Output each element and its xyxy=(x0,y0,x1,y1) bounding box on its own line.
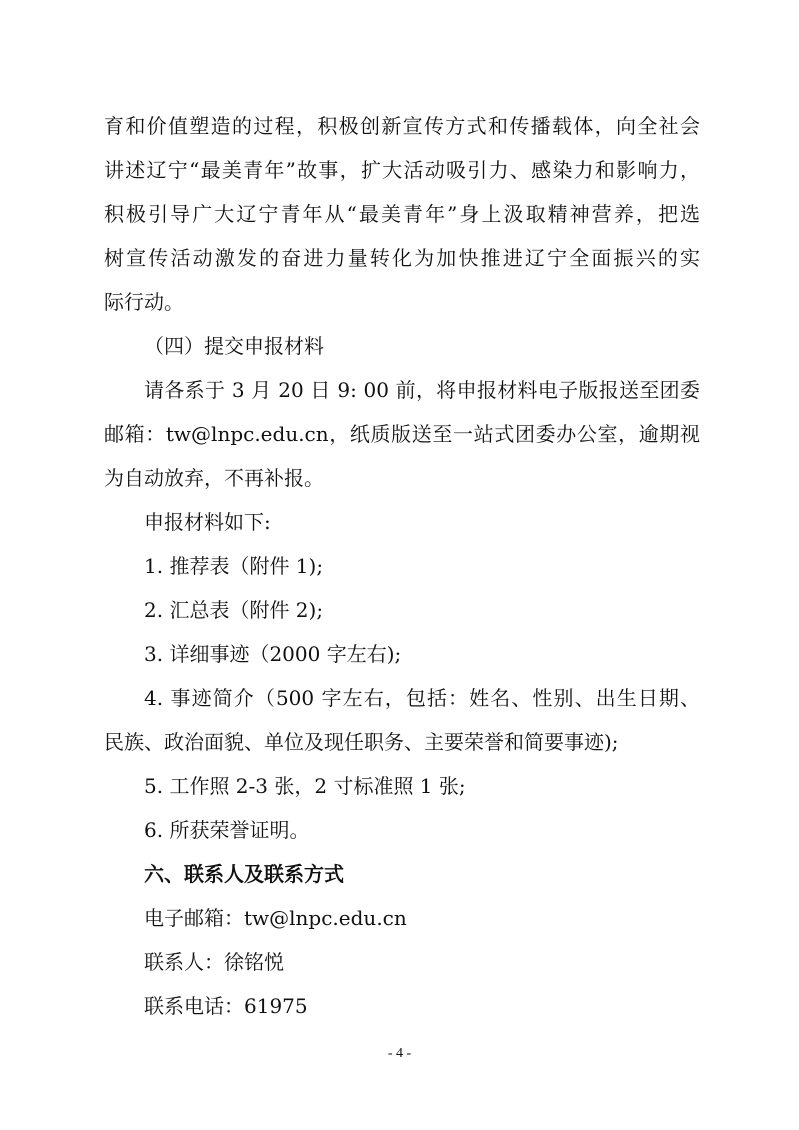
contact-person: 联系人：徐铭悦 xyxy=(144,950,284,974)
list-item: 4. 事迹简介（500 字左右，包括：姓名、性别、出生日期、 xyxy=(144,686,700,710)
paragraph-line: 际行动。 xyxy=(104,290,184,314)
list-item: 3. 详细事迹（2000 字左右); xyxy=(144,642,402,666)
list-item: 6. 所获荣誉证明。 xyxy=(144,818,310,842)
paragraph-line: 树宣传活动激发的奋进力量转化为加快推进辽宁全面振兴的实 xyxy=(104,246,700,270)
paragraph-line: 请各系于 3 月 20 日 9: 00 前，将申报材料电子版报送至团委 xyxy=(144,378,700,402)
list-item-continuation: 民族、政治面貌、单位及现任职务、主要荣誉和简要事迹); xyxy=(104,730,619,754)
paragraph-line: 积极引导广大辽宁青年从“最美青年”身上汲取精神营养，把选 xyxy=(104,202,700,226)
section-heading: 六、联系人及联系方式 xyxy=(144,862,344,886)
list-item: 5. 工作照 2-3 张，2 寸标准照 1 张; xyxy=(144,774,466,798)
paragraph-line: 为自动放弃，不再补报。 xyxy=(104,466,324,490)
materials-intro: 申报材料如下: xyxy=(144,510,271,534)
paragraph-line: 育和价值塑造的过程，积极创新宣传方式和传播载体，向全社会 xyxy=(104,114,700,138)
contact-phone: 联系电话：61975 xyxy=(144,994,308,1018)
section-heading: （四）提交申报材料 xyxy=(144,334,324,358)
list-item: 1. 推荐表（附件 1); xyxy=(144,554,324,578)
page-number: - 4 - xyxy=(387,1046,412,1061)
contact-email: 电子邮箱：tw@lnpc.edu.cn xyxy=(144,906,407,930)
paragraph-line: 讲述辽宁“最美青年”故事，扩大活动吸引力、感染力和影响力， xyxy=(104,158,700,182)
list-item: 2. 汇总表（附件 2); xyxy=(144,598,324,622)
paragraph-line: 邮箱：tw@lnpc.edu.cn，纸质版送至一站式团委办公室，逾期视 xyxy=(104,422,700,446)
